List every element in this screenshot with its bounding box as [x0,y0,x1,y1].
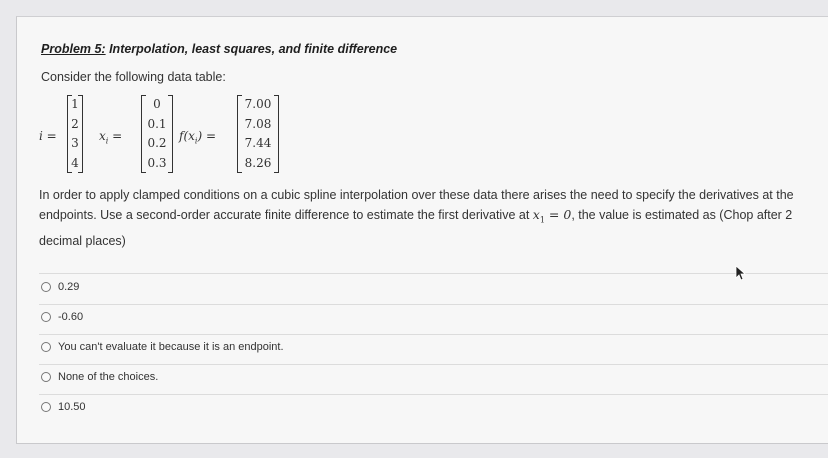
option-label: You can't evaluate it because it is an endpoint. [58,341,284,353]
question-card [16,16,828,444]
option-label: 10.50 [58,401,86,413]
radio-button[interactable] [41,342,51,352]
divider [39,394,828,395]
radio-button[interactable] [41,282,51,292]
divider [39,273,828,274]
problem-label: Problem 5: [41,42,106,56]
radio-button[interactable] [41,402,51,412]
x-value: 0.1 [147,116,167,131]
f-value: 7.00 [244,97,272,111]
option-10.50[interactable] [41,401,86,413]
divider [39,304,828,305]
f-vector [237,95,279,173]
f-value: 7.08 [244,116,272,131]
i-value: 4 [71,155,79,170]
radio-button[interactable] [41,312,51,322]
option-neg-0.60[interactable] [41,311,83,323]
divider [39,334,828,335]
x-value: 0.3 [147,155,167,170]
question-part1: In order to apply clamped conditions on a cubic spline interpolation over these data there arises the need to specify the derivatives at the endpoints. Use a second-order accurate finite difference to estimate the first derivative at [39,188,794,222]
option-label: -0.60 [58,311,84,323]
option-endpoint[interactable] [41,341,284,353]
option-label: 0.29 [58,281,80,293]
option-label: None of the choices. [58,371,159,383]
intro-text: Consider the following data table: [41,70,226,84]
mouse-cursor-icon [733,265,747,281]
i-value: 3 [71,136,79,151]
x-value: 0 [153,97,161,111]
x-value: 0.2 [147,136,167,151]
radio-button[interactable] [41,372,51,382]
i-value: 1 [71,97,79,111]
f-value: 8.26 [244,155,272,170]
question-text [39,185,809,251]
divider [39,364,828,365]
i-vector [67,95,83,173]
x-vector [141,95,173,173]
option-none[interactable] [41,371,158,383]
problem-title-text: Interpolation, least squares, and finite difference [105,42,398,56]
i-value: 2 [71,116,79,131]
f-value: 7.44 [244,136,272,151]
problem-title [41,42,397,56]
f-label: $f(x_i)$ = [179,129,217,146]
math-inline: $x_1 = 0$ [532,207,572,225]
i-label: i = [39,129,57,143]
x-label: $x_i$ = [99,129,123,146]
option-0.29[interactable] [41,281,79,293]
question-part2: , the value is estimated as (Chop after 2 decimal places) [39,208,793,248]
